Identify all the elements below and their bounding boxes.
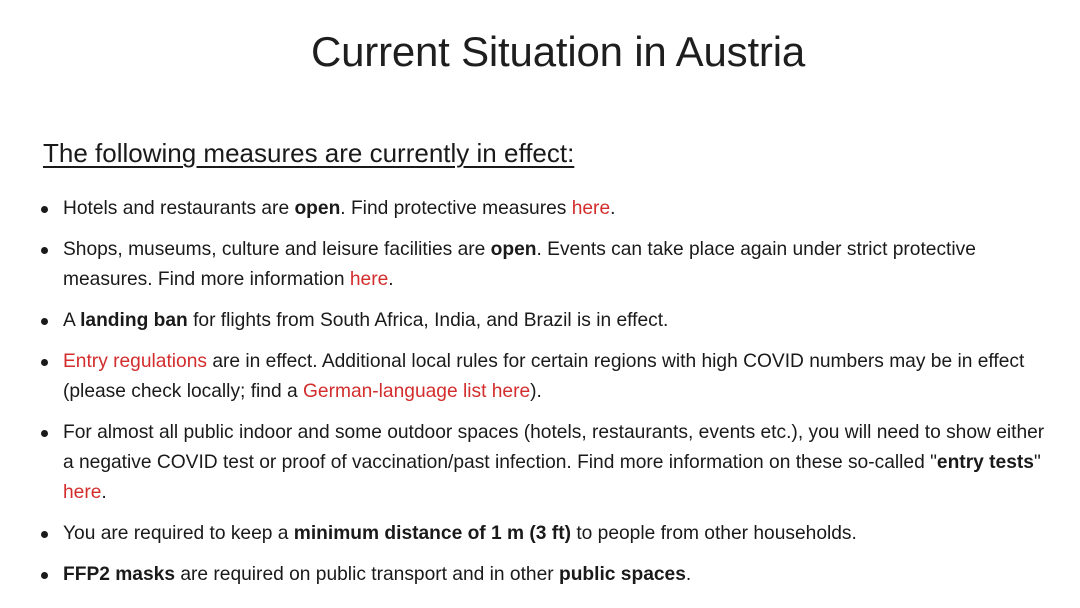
entry-regulations-link[interactable]: Entry regulations bbox=[63, 351, 207, 372]
measure-emphasis: landing ban bbox=[80, 310, 188, 331]
measures-list bbox=[40, 194, 1060, 601]
measure-emphasis: open bbox=[294, 198, 341, 219]
measure-text: are in effect. Additional local rules for certain regions with high COVID numbers may be in effect (please check locally; find a bbox=[63, 351, 1025, 402]
measure-text: . Find protective measures bbox=[340, 198, 572, 219]
measure-entry-tests bbox=[40, 418, 1060, 508]
measure-text: to people from other households. bbox=[570, 523, 857, 544]
measure-shops-museums bbox=[40, 235, 1060, 295]
page-title: Current Situation in Austria bbox=[311, 28, 805, 75]
measure-emphasis: entry tests bbox=[936, 452, 1034, 473]
measure-landing-ban bbox=[40, 306, 1060, 336]
measure-text: ). bbox=[530, 381, 542, 402]
measure-text: Hotels and restaurants are bbox=[63, 198, 295, 219]
measure-hotels-restaurants bbox=[40, 194, 1060, 224]
measure-emphasis: FFP2 masks bbox=[63, 564, 175, 585]
measure-text: . bbox=[610, 198, 616, 219]
measure-text: A bbox=[63, 310, 81, 331]
measure-emphasis: minimum distance of 1 m (3 ft) bbox=[293, 523, 571, 544]
measure-entry-regulations bbox=[40, 347, 1060, 407]
measure-text: For almost all public indoor and some outdoor spaces (hotels, restaurants, events etc.), you will need to show either a negative COVID test or proof of vaccination/past infection. Find more information on these so-called " bbox=[63, 422, 1045, 473]
protective-measures-link[interactable]: here bbox=[571, 198, 611, 219]
measure-text: are required on public transport and in other bbox=[175, 564, 559, 585]
german-language-list-link[interactable]: German-language list here bbox=[302, 381, 531, 402]
measure-text: for flights from South Africa, India, and Brazil is in effect. bbox=[187, 310, 669, 331]
measure-text: . bbox=[101, 482, 107, 503]
more-information-link[interactable]: here bbox=[349, 269, 389, 290]
measure-text: . bbox=[685, 564, 692, 585]
measure-text: You are required to keep a bbox=[63, 523, 294, 544]
section-heading: The following measures are currently in effect: bbox=[43, 138, 575, 168]
measure-text: Shops, museums, culture and leisure facilities are bbox=[63, 239, 491, 260]
measure-minimum-distance bbox=[40, 519, 1060, 549]
measure-text: . Events can take place again under strict protective measures. Find more information bbox=[63, 239, 976, 290]
measure-ffp2-masks bbox=[40, 560, 1060, 590]
measure-text: " bbox=[1033, 452, 1041, 473]
measure-text: . bbox=[388, 269, 394, 290]
entry-tests-link[interactable]: here bbox=[63, 482, 102, 503]
measure-emphasis: open bbox=[490, 239, 537, 260]
measure-emphasis: public spaces bbox=[558, 564, 686, 585]
